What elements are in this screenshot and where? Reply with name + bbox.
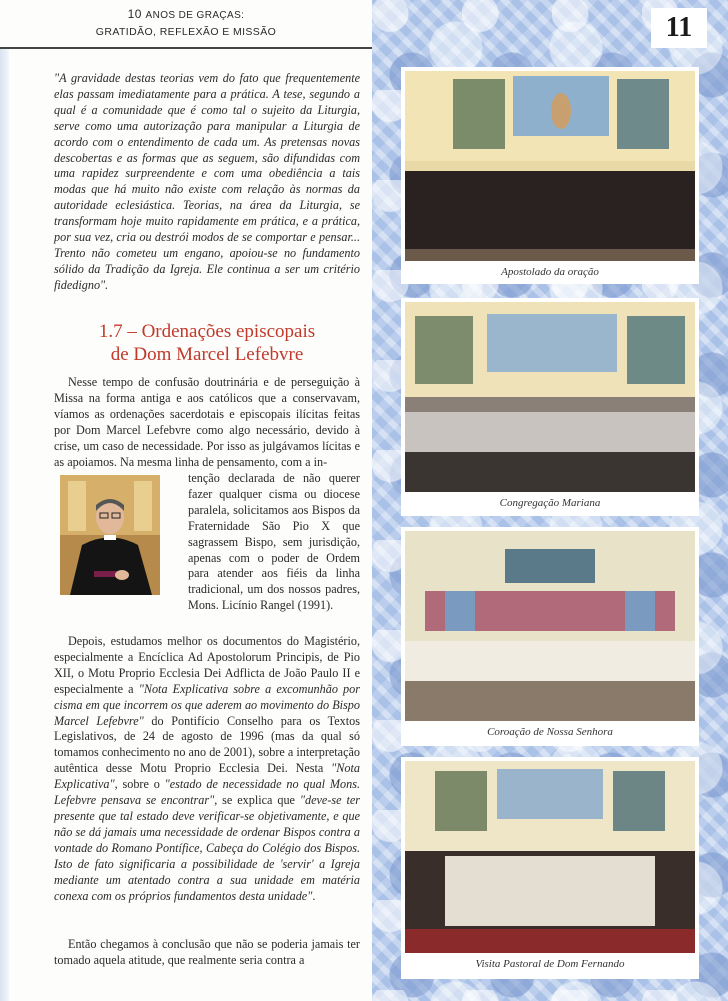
paragraph-2: Depois, estudamos melhor os documentos do Magistério, especialmente a Encíclica Ad Apostolorum Principis, de Pio XII, o Motu Proprio Ecclesia Dei Adflicta de João Paulo II e especialmente a "Nota Explicativa sobre a excomunhão por cisma em que incorrem os que aderem ao movimento do Bispo Marcel Lefebvre" do Pontifício Conselho para os Textos Legislativos, de 24 de agosto de 1996 (mas da qual só tomamos conhecimento no ano de 2001), sobre a interpretação autêntica desse Motu Proprio Ecclesia Dei. Nesta "Nota Explicativa", sobre o "estado de necessidade no qual Mons. Lefebvre pensava se encontrar", se explica que "deve-se ter presente que tal estado deve verificar-se objetivamente, e que não se dá jamais uma necessidade de ordenar Bispos contra a vontade do Romano Pontífice, Cabeça do Colégio dos Bispos. Isto de fato significaria a possibilidade de 'servir' a Igreja mediante um atentado contra a sua unidade em matéria conexa com os próprios fundamentos desta unidade". <box>54 634 360 903</box>
photo-coroacao <box>401 527 699 746</box>
section-title-line2: de Dom Marcel Lefebvre <box>110 344 304 365</box>
photo-apostolado-image <box>405 71 695 261</box>
paragraph-3: Então chegamos à conclusão que não se poderia jamais ter tomado aquela atitude, que realmente seria contra a <box>54 937 360 967</box>
photo-caption-1: Apostolado da oração <box>501 266 599 278</box>
photo-visita-pastoral <box>401 757 699 979</box>
photo-caption-4: Visita Pastoral de Dom Fernando <box>475 958 625 970</box>
photo-apostolado <box>401 67 699 284</box>
header-line2: GRATIDÃO, REFLEXÃO E MISSÃO <box>95 26 277 38</box>
header-line1-prefix: 10 <box>127 7 146 21</box>
page-number: 11 <box>651 8 707 48</box>
header-line1: ANOS DE GRAÇAS: <box>145 10 245 21</box>
section-title <box>54 320 360 366</box>
photo-caption-3: Coroação de Nossa Senhora <box>487 726 613 738</box>
portrait-photo <box>60 475 160 595</box>
paragraph-1-continued: tenção declarada de não querer fazer qualquer cisma ou diocese paralela, solicitamos aos Bispos da Fraternidade São Pio X que sagrassem Bispo, sem jurisdição, apenas com o poder de Ordem para atender aos fiéis da linha tradicional, um dos nossos padres, Mons. Licínio Rangel (1991). <box>188 471 360 613</box>
header-rule <box>0 47 372 49</box>
photo-coroacao-image <box>405 531 695 721</box>
running-header <box>0 6 372 41</box>
photo-caption-2: Congregação Mariana <box>499 497 601 509</box>
section-title-line1: 1.7 – Ordenações episcopais <box>98 321 316 342</box>
photo-visita-pastoral-image <box>405 761 695 953</box>
photo-congregacao <box>401 298 699 516</box>
opening-quote: "A gravidade destas teorias vem do fato que frequentemente elas passam imediatamente para a prática. A tese, segundo a qual é a comunidade que é como tal o sujeito da Liturgia, serve como uma autorização para manipular a Liturgia de acordo com o entendimento de cada um. As pretensas novas descobertas e as formas que as seguem, são difundidas com uma rapidez surpreendente e com uma obediência a tais modas que há muito não existe com relação às normas da autoridade eclesiástica. Teorias, na área da Liturgia, se transformam hoje muito rapidamente em prática, e a prática, por sua vez, cria ou destrói modos de se comportar e pensar... Trento não cometeu um engano, apoiou-se no fundamento sólido da Tradição da Igreja. Ele continua a ser um critério fidedigno". <box>54 71 360 292</box>
left-edge-strip <box>0 49 9 1001</box>
photo-congregacao-image <box>405 302 695 492</box>
paragraph-1: Nesse tempo de confusão doutrinária e de perseguição à Missa na forma antiga e aos católicos que a conservavam, víamos as ordenações sacerdotais e episcopais ilícitas feitas por Dom Marcel Lefebvre como algo necessário, devido à crise, um caso de necessidade. Por isso as julgávamos lícitas e as apoiamos. Na mesma linha de pensamento, com a in- <box>54 375 360 469</box>
